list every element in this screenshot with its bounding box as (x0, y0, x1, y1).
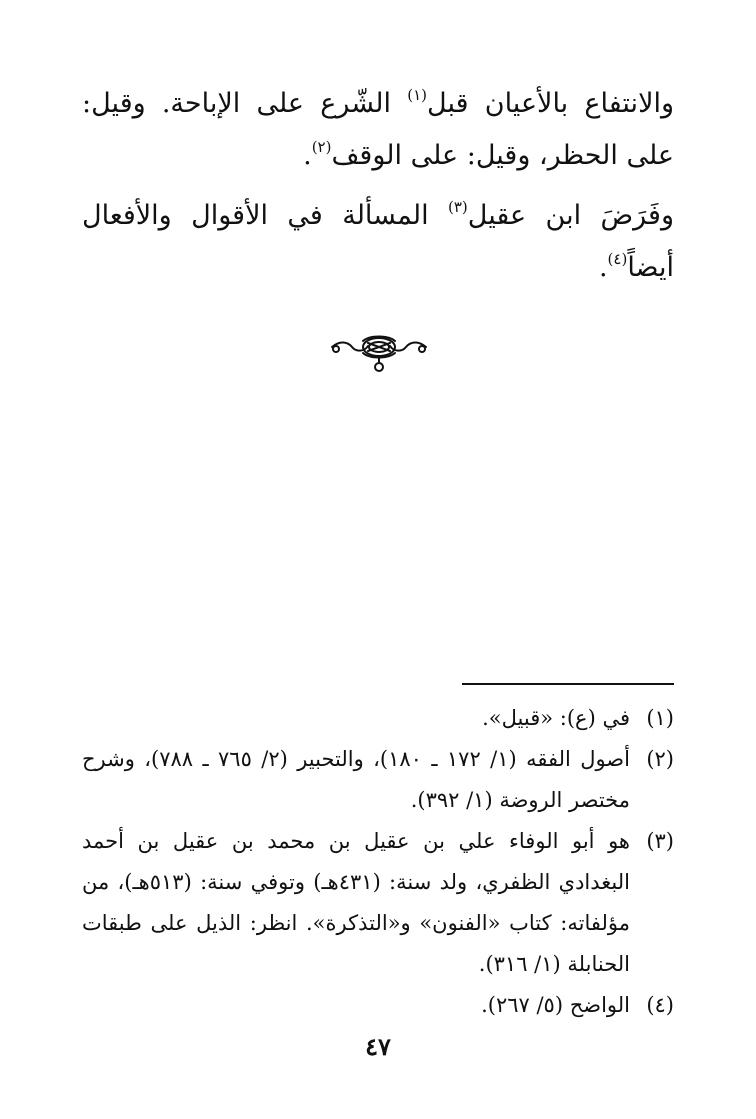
footnote-ref-2: (٢) (311, 138, 332, 156)
ornament-divider-icon (328, 330, 430, 376)
footnote-3 (82, 821, 674, 985)
footnote-ref-1: (١) (407, 86, 428, 104)
footnote-number: (٣) (646, 829, 674, 853)
footnote-number: (٢) (646, 747, 674, 771)
footnote-text: أصول الفقه (١/ ١٧٢ ـ ١٨٠)، والتحبير (٢/ ٧٦٥ ـ ٧٨٨)، وشرح مختصر الروضة (١/ ٣٩٢). (82, 747, 630, 812)
footnote-2 (82, 739, 674, 821)
paragraph-2: وفَرَضَ ابن عقيل$^{(٣)}$ المسألة في الأقوال والأفعال أيضاً$^{(٤)}$. (82, 198, 674, 283)
footnote-text: في (ع): «قبيل». (482, 706, 630, 730)
footnote-number: (٤) (646, 993, 674, 1017)
main-text (82, 78, 674, 294)
page-number: ٤٧ (365, 1032, 391, 1061)
footnote-separator (462, 683, 674, 685)
footnote-1 (82, 698, 674, 739)
footnote-number: (١) (646, 706, 674, 730)
footnote-ref-4: (٤) (607, 250, 628, 268)
footnote-ref-3: (٣) (447, 198, 468, 216)
paragraph-1: والانتفاع بالأعيان قبل$^{(١)}$ الشّرع على الإباحة. وقيل: على الحظر، وقيل: على الوقف$^{(٢)}$. (82, 86, 675, 171)
footnote-text: هو أبو الوفاء علي بن عقيل بن محمد بن عقيل بن أحمد البغدادي الظفري، ولد سنة: (٤٣١هـ) وتوفي سنة: (٥١٣هـ)، من مؤلفاته: كتاب «الفنون» و«التذكرة». انظر: الذيل على طبقات الحنابلة (١/ ٣١٦). (82, 829, 630, 976)
footnotes (82, 698, 674, 1026)
footnote-text: الواضح (٥/ ٢٦٧). (481, 993, 630, 1017)
footnote-4 (82, 985, 674, 1026)
